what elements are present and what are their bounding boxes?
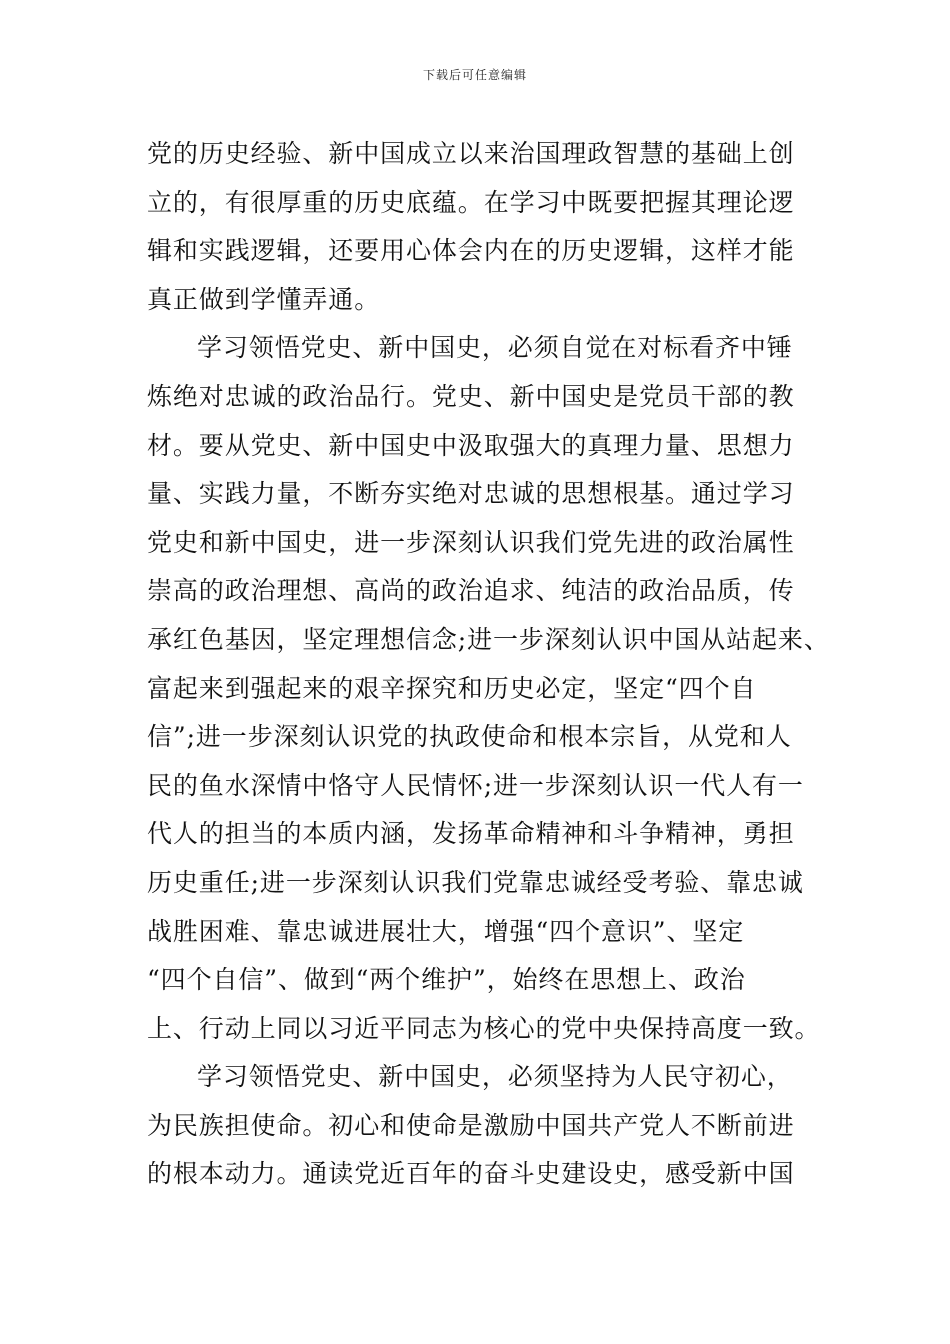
- text-line: 量、实践力量，不断夯实绝对忠诚的思想根基。通过学习: [147, 479, 795, 509]
- page-header: 下载后可任意编辑: [422, 68, 527, 82]
- text-line: 党史和新中国史，进一步深刻认识我们党先进的政治属性: [147, 527, 795, 557]
- paragraph-first-line: 学习领悟党史、新中国史，必须坚持为人民守初心，: [197, 1062, 793, 1092]
- text-line: 上、行动上同以习近平同志为核心的党中央保持高度一致。: [147, 1013, 821, 1043]
- text-line: 战胜困难、靠忠诚进展壮大，增强“四个意识”、坚定: [147, 916, 745, 946]
- text-line: 炼绝对忠诚的政治品行。党史、新中国史是党员干部的教: [147, 381, 795, 411]
- text-line: 辑和实践逻辑，还要用心体会内在的历史逻辑，这样才能: [147, 236, 795, 266]
- paragraph-first-line: 学习领悟党史、新中国史，必须自觉在对标看齐中锤: [197, 333, 793, 363]
- text-line: 立的，有很厚重的历史底蕴。在学习中既要把握其理论逻: [147, 187, 795, 217]
- text-line: 真正做到学懂弄通。: [147, 284, 381, 314]
- text-line: 材。要从党史、新中国史中汲取强大的真理力量、思想力: [147, 430, 795, 460]
- document-body: [147, 130, 830, 1199]
- text-line: 承红色基因，坚定理想信念;进一步深刻认识中国从站起来、: [147, 624, 830, 654]
- text-line: 代人的担当的本质内涵，发扬革命精神和斗争精神，勇担: [147, 819, 795, 849]
- text-line: 为民族担使命。初心和使命是激励中国共产党人不断前进: [147, 1110, 795, 1140]
- text-line: 富起来到强起来的艰辛探究和历史必定，坚定“四个自: [147, 673, 757, 703]
- text-line: 历史重任;进一步深刻认识我们党靠忠诚经受考验、靠忠诚: [147, 867, 804, 897]
- text-line: 党的历史经验、新中国成立以来治国理政智慧的基础上创: [147, 139, 795, 168]
- text-line: 的根本动力。通读党近百年的奋斗史建设史，感受新中国: [147, 1159, 795, 1189]
- text-line: 信”;进一步深刻认识党的执政使命和根本宗旨，从党和人: [147, 722, 792, 752]
- text-line: 民的鱼水深情中恪守人民情怀;进一步深刻认识一代人有一: [147, 770, 804, 800]
- text-line: “四个自信”、做到“两个维护”，始终在思想上、政治: [147, 965, 746, 995]
- text-line: 崇高的政治理想、高尚的政治追求、纯洁的政治品质，传: [147, 576, 795, 606]
